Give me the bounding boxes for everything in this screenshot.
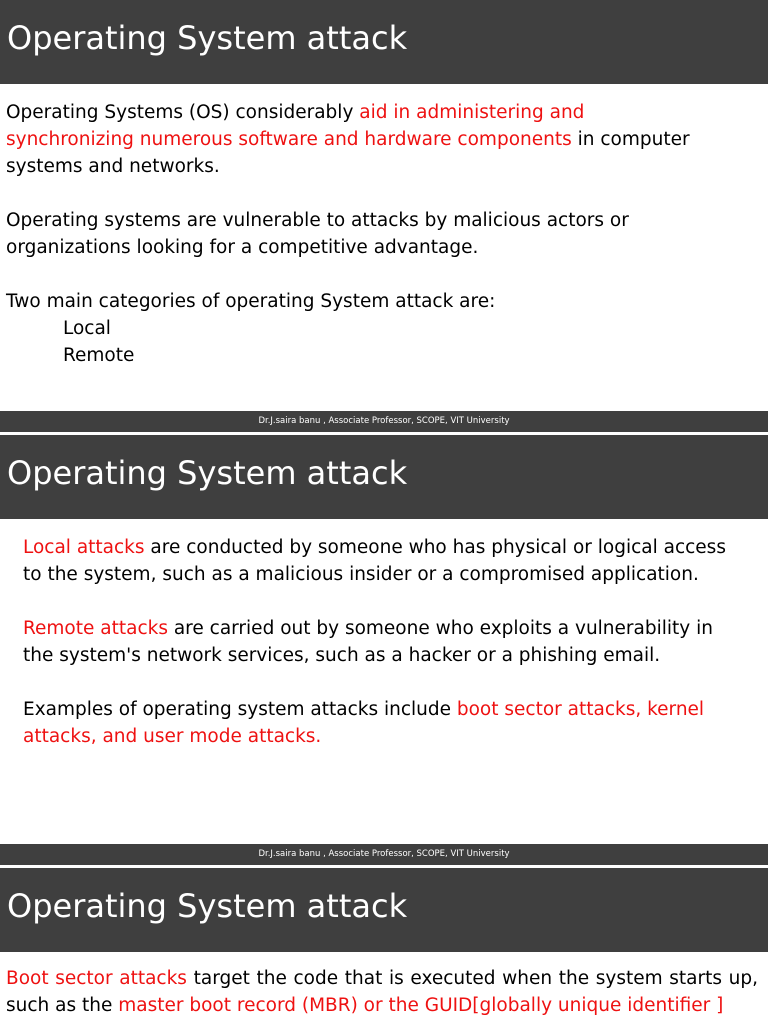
slide-header xyxy=(0,868,768,952)
highlight-text: aid in administering and synchronizing numerous software and hardware components xyxy=(6,102,585,150)
list-item: Remote xyxy=(63,345,135,366)
slide-header xyxy=(0,0,768,84)
slide-3 xyxy=(0,868,768,1024)
highlight-text: boot sector attacks, kernel attacks, and user mode attacks. xyxy=(23,699,705,747)
slide-body xyxy=(23,534,739,750)
slide-1 xyxy=(0,0,768,432)
slide-body xyxy=(6,99,706,369)
highlight-text: Remote attacks xyxy=(23,618,168,639)
slide-footer: Dr.J.saira banu , Associate Professor, SCOPE, VIT University xyxy=(0,411,768,432)
paragraph-os-intro: Operating Systems (OS) considerably aid in administering and synchronizing numerous software and hardware components in computer systems and networks. xyxy=(6,102,690,177)
highlight-text: master boot record (MBR) or the GUID[globally unique identifier ] xyxy=(118,995,724,1016)
highlight-text: Local attacks xyxy=(23,537,145,558)
slide-body xyxy=(6,965,758,1019)
paragraph-boot-sector: Boot sector attacks target the code that is executed when the system starts up, such as the master boot record (MBR) or the GUID[globally unique identifier ] xyxy=(6,968,758,1016)
highlight-text: Boot sector attacks xyxy=(6,968,187,989)
paragraph-os-vulnerable: Operating systems are vulnerable to attacks by malicious actors or organizations looking for a competitive advantage. xyxy=(6,210,629,258)
slide-2 xyxy=(0,435,768,866)
slide-title: Operating System attack xyxy=(7,454,408,492)
paragraph-examples: Examples of operating system attacks include boot sector attacks, kernel attacks, and user mode attacks. xyxy=(23,699,705,747)
slide-footer: Dr.J.saira banu , Associate Professor, SCOPE, VIT University xyxy=(0,844,768,865)
categories-intro: Two main categories of operating System attack are: xyxy=(6,291,496,312)
slide-title: Operating System attack xyxy=(7,887,408,925)
paragraph-remote-attacks: Remote attacks are carried out by someone who exploits a vulnerability in the system's network services, such as a hacker or a phishing email. xyxy=(23,618,713,666)
paragraph-local-attacks: Local attacks are conducted by someone who has physical or logical access to the system, such as a malicious insider or a compromised application. xyxy=(23,537,726,585)
slide-title: Operating System attack xyxy=(7,19,408,57)
list-item: Local xyxy=(63,318,111,339)
slide-header xyxy=(0,435,768,519)
paragraph-categories xyxy=(6,288,706,369)
